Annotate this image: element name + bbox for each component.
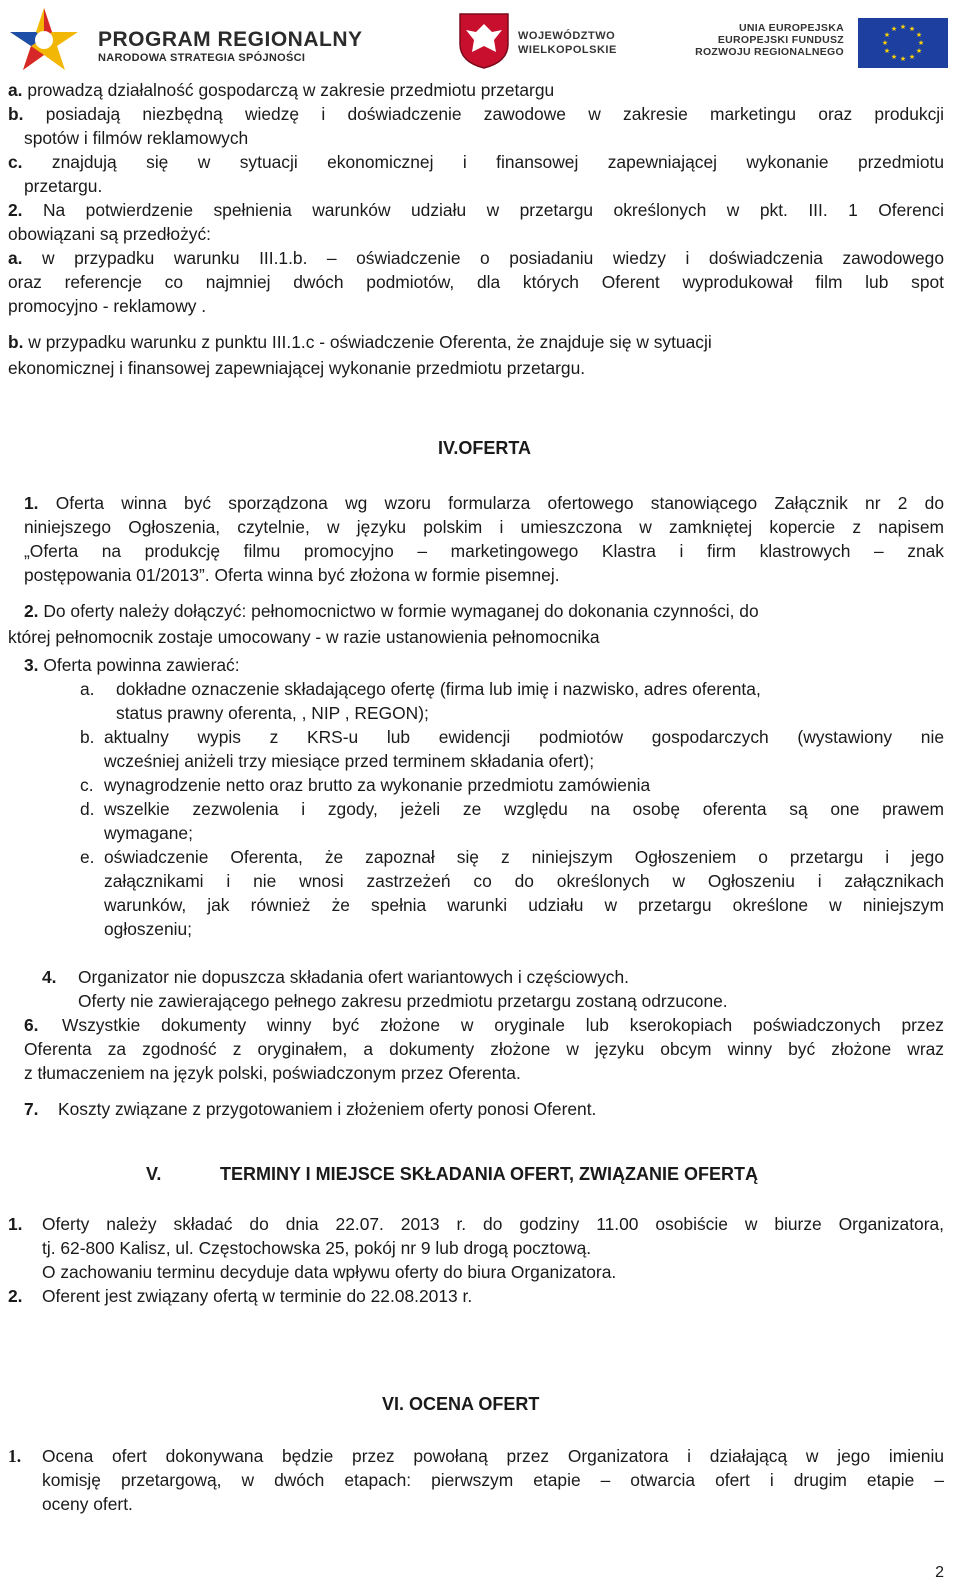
wielkopolska-logo — [456, 10, 636, 70]
iv-1-line-3: „Oferta na produkcję filmu promocyjno – marketingowego Klastra i firm klastrowych – znak — [24, 541, 944, 561]
list-item-b-marker: b. — [80, 727, 95, 747]
svg-text:★: ★ — [899, 55, 907, 63]
svg-text:★: ★ — [899, 23, 907, 31]
v-1-line-3: O zachowaniu terminu decyduje data wpływu oferty do biura Organizatora. — [42, 1262, 617, 1282]
v-2-line: Oferent jest związany ofertą w terminie do 22.08.2013 r. — [42, 1286, 473, 1306]
svg-text:★: ★ — [883, 31, 891, 39]
section-vi-heading: VI. OCENA OFERT — [382, 1394, 540, 1414]
list-item-d-line-2: wymagane; — [104, 823, 193, 843]
iv-6-line-1: Wszystkie dokumenty winny być złożone w oryginale lub kserokopiach poświadczonych przez — [62, 1015, 944, 1035]
iv-7-marker: 7. — [24, 1099, 39, 1119]
iv-4-marker: 4. — [42, 967, 57, 987]
svg-text:★: ★ — [908, 53, 916, 61]
svg-text:★: ★ — [883, 47, 891, 55]
section-v-heading: TERMINY I MIEJSCE SKŁADANIA OFERT, ZWIĄZANIE OFERTĄ — [220, 1164, 759, 1184]
program-title: PROGRAM REGIONALNY — [98, 28, 363, 51]
section-iv-heading: IV.OFERTA — [438, 438, 532, 458]
para-2b-line-2: ekonomicznej i finansowej zapewniającej wykonanie przedmiotu przetargu. — [8, 358, 586, 378]
iv-1-line-2: niniejszego Ogłoszenia, czytelnie, w języku polskim i umieszczona w zamkniętej kopercie z napisem — [24, 517, 944, 537]
para-2a-line-1: a. w przypadku warunku III.1.b. – oświadczenie o posiadaniu wiedzy i doświadczenia zawodowego — [8, 248, 944, 268]
svg-text:★: ★ — [890, 53, 898, 61]
list-item-e-marker: e. — [80, 847, 95, 867]
header-logos — [0, 0, 960, 84]
list-item-c-marker: c. — [80, 775, 94, 795]
iv-4-line-1: Organizator nie dopuszcza składania ofert wariantowych i częściowych. — [78, 967, 629, 987]
v-1-line-2: tj. 62-800 Kalisz, ul. Częstochowska 25, pokój nr 9 lub drogą pocztową. — [42, 1238, 592, 1258]
item-b-line-1: b. posiadają niezbędną wiedzę i doświadczenie zawodowe w zakresie marketingu oraz produkcji — [8, 104, 944, 124]
nss-star-icon — [4, 2, 84, 74]
vi-1-marker: 1. — [8, 1446, 22, 1466]
iv-4-line-2: Oferty nie zawierającego pełnego zakresu przedmiotu przetargu zostaną odrzucone. — [78, 991, 728, 1011]
v-1-marker: 1. — [8, 1214, 23, 1234]
item-c-line-1: c. znajdują się w sytuacji ekonomicznej i finansowej zapewniającej wykonanie przedmiotu — [8, 152, 944, 172]
region-line-1: WOJEWÓDZTWO — [518, 30, 616, 42]
svg-text:★: ★ — [915, 31, 923, 39]
vi-1-line-1: Ocena ofert dokonywana będzie przez powołaną przez Organizatora i działającą w jego imieniu — [42, 1446, 944, 1466]
svg-text:★: ★ — [917, 39, 925, 47]
item-c-line-2: przetargu. — [24, 176, 103, 196]
list-item-a-line-1: dokładne oznaczenie składającego ofertę (firma lub imię i nazwisko, adres oferenta, — [116, 679, 761, 699]
iv-3-line: 3. Oferta powinna zawierać: — [24, 655, 240, 675]
svg-text:★: ★ — [881, 39, 889, 47]
section-v-number: V. — [146, 1164, 162, 1184]
v-1-line-1: Oferty należy składać do dnia 22.07. 2013 r. do godziny 11.00 osobiście w biurze Organizatora, — [42, 1214, 944, 1234]
eu-line-2: EUROPEJSKI FUNDUSZ — [717, 34, 844, 46]
list-item-b-line-1: aktualny wypis z KRS-u lub ewidencji podmiotów gospodarczych (wystawiony nie — [104, 727, 944, 747]
iv-2-line-1: 2. Do oferty należy dołączyć: pełnomocnictwo w formie wymaganej do dokonania czynności, do — [24, 601, 759, 621]
list-item-a-marker: a. — [80, 679, 95, 699]
program-subtitle: NARODOWA STRATEGIA SPÓJNOŚCI — [98, 52, 306, 64]
program-regionalny-logo — [4, 2, 404, 74]
eu-flag-icon — [858, 18, 948, 68]
iv-6-marker: 6. — [24, 1015, 39, 1035]
svg-text:★: ★ — [915, 47, 923, 55]
iv-6-line-2: Oferenta za zgodność z oryginałem, a dokumenty złożone w języku obcym winny być złożone wraz — [24, 1039, 944, 1059]
list-item-e-line-3: warunków, jak również że spełnia warunki udziału w przetargu określone w niniejszym — [104, 895, 944, 915]
para-2-line-2: obowiązani są przedłożyć: — [8, 224, 211, 244]
item-b-line-2: spotów i filmów reklamowych — [24, 128, 249, 148]
list-item-e-line-1: oświadczenie Oferenta, że zapoznał się z niniejszym Ogłoszeniem o przetargu i jego — [104, 847, 944, 867]
v-2-marker: 2. — [8, 1286, 23, 1306]
iv-1-line-4: postępowania 01/2013”. Oferta winna być złożona w formie pisemnej. — [24, 565, 560, 585]
para-2a-line-3: promocyjno - reklamowy . — [8, 296, 207, 316]
list-item-e-line-2: załącznikami i nie wnosi zastrzeżeń co do określonych w Ogłoszeniu i załącznikach — [104, 871, 944, 891]
list-item-d-line-1: wszelkie zezwolenia i zgody, jeżeli ze względu na osobę oferenta są one prawem — [104, 799, 944, 819]
region-line-2: WIELKOPOLSKIE — [518, 44, 617, 56]
list-item-e-line-4: ogłoszeniu; — [104, 919, 192, 939]
eu-line-3: ROZWOJU REGIONALNEGO — [695, 46, 844, 58]
list-item-b-line-2: wcześniej aniżeli trzy miesiące przed terminem składania ofert); — [104, 751, 595, 771]
svg-text:★: ★ — [908, 25, 916, 33]
iv-1-line-1: 1. Oferta winna być sporządzona wg wzoru formularza ofertowego stanowiącego Załącznik nr 2 do — [24, 493, 944, 513]
para-2-line-1: 2. Na potwierdzenie spełnienia warunków udziału w przetargu określonych w pkt. III. 1 Oferenci — [8, 200, 944, 220]
eu-fund-logo — [682, 18, 954, 70]
list-item-d-marker: d. — [80, 799, 95, 819]
iv-2-line-2: której pełnomocnik zostaje umocowany - w razie ustanowienia pełnomocnika — [8, 627, 600, 647]
list-item-c-line-1: wynagrodzenie netto oraz brutto za wykonanie przedmiotu zamówienia — [104, 775, 651, 795]
vi-1-line-2: komisję przetargową, w dwóch etapach: pierwszym etapie – otwarcia ofert i drugim etapie – — [42, 1470, 944, 1490]
eagle-crest-icon — [456, 10, 512, 70]
page-number: 2 — [935, 1564, 944, 1581]
para-2a-line-2: oraz referencje co najmniej dwóch podmiotów, dla których Oferent wyprodukował film lub spot — [8, 272, 944, 292]
list-item-a-line-2: status prawny oferenta, , NIP , REGON); — [116, 703, 429, 723]
item-a-line: a. prowadzą działalność gospodarczą w zakresie przedmiotu przetargu — [8, 80, 555, 100]
iv-6-line-3: z tłumaczeniem na język polski, poświadczonym przez Oferenta. — [24, 1063, 521, 1083]
svg-text:★: ★ — [890, 25, 898, 33]
eu-line-1: UNIA EUROPEJSKA — [738, 22, 844, 34]
vi-1-line-3: oceny ofert. — [42, 1494, 133, 1514]
iv-7-line: Koszty związane z przygotowaniem i złożeniem oferty ponosi Oferent. — [58, 1099, 597, 1119]
para-2b-line-1: b. w przypadku warunku z punktu III.1.c - oświadczenie Oferenta, że znajduje się w sytuacji — [8, 332, 712, 352]
